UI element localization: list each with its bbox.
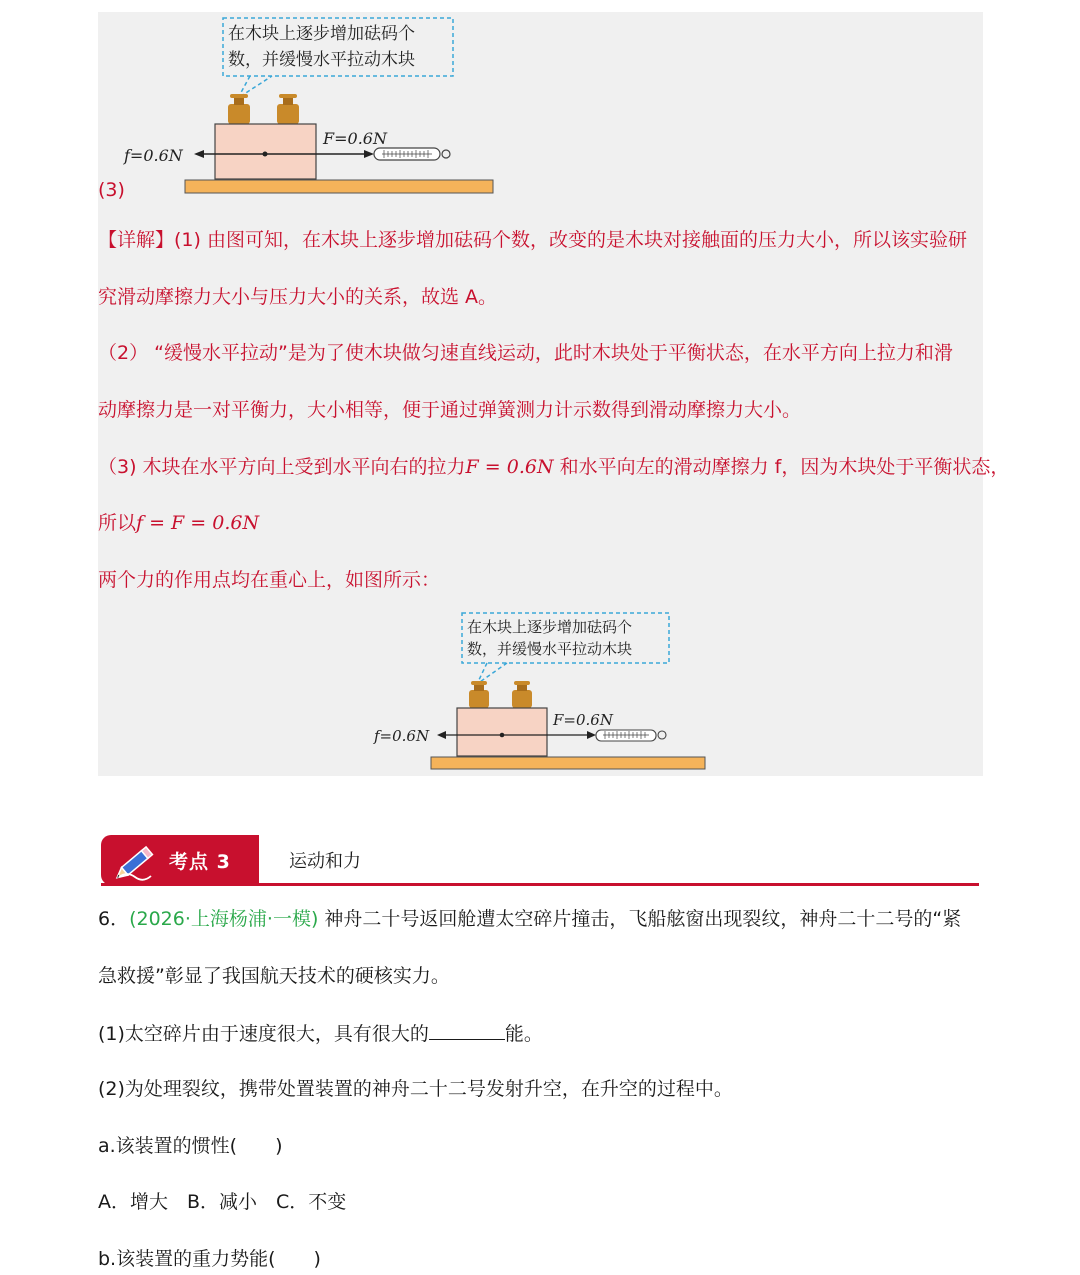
sub-question-b: b.该装置的重力势能( ) <box>98 1248 321 1270</box>
callout-text-1b: 在木块上逐步增加砝码个 <box>467 618 633 636</box>
force-diagram-top <box>110 14 510 199</box>
section-tag <box>101 835 259 885</box>
pencil-icon <box>115 841 159 881</box>
callout-text-2b: 数，并缓慢水平拉动木块 <box>467 640 633 658</box>
friction-label: f=0.6N <box>124 146 183 165</box>
weight-2 <box>277 104 299 124</box>
sub-question-a: a.该装置的惯性( ) <box>98 1135 283 1157</box>
answer-options[interactable]: A．增大 B．减小 C．不变 <box>98 1191 347 1213</box>
spring-scale-b <box>596 730 666 741</box>
p3-line1: （3) 木块在水平方向上受到水平向右的拉力F = 0.6N 和水平向左的滑动摩擦力 f，因为木块处于平衡状态， <box>98 456 1010 478</box>
answer-blank[interactable] <box>429 1021 505 1040</box>
p4: 两个力的作用点均在重心上，如图所示： <box>98 569 441 591</box>
weight-2b <box>512 690 532 708</box>
wood-block-b <box>457 708 547 756</box>
wood-block <box>215 124 316 179</box>
callout-text-2: 数，并缓慢水平拉动木块 <box>228 50 415 70</box>
force-diagram-bottom <box>355 610 715 775</box>
wood-board-b <box>431 757 705 769</box>
question-stem-line2: 急救援”彰显了我国航天技术的硬核实力。 <box>98 965 450 987</box>
callout-text-1: 在木块上逐步增加砝码个 <box>228 24 415 44</box>
equality-formula: f = F = 0.6N <box>136 512 260 534</box>
detail-tag: 【详解】 <box>98 229 175 251</box>
question-stem-line1: 6．(2026·上海杨浦·一模) 神舟二十号返回舱遭太空碎片撞击，飞船舷窗出现裂纹，神舟二十二号的“紧 <box>98 908 962 930</box>
weight-1b <box>469 690 489 708</box>
weight-1 <box>228 104 250 124</box>
section-title: 运动和力 <box>289 851 361 872</box>
section-divider <box>101 883 979 886</box>
detail-line-1 <box>98 228 983 252</box>
sub-question-1: (1)太空碎片由于速度很大，具有很大的 能。 <box>98 1023 543 1045</box>
p1-line1: (1) 由图可知，在木块上逐步增加砝码个数，改变的是木块对接触面的压力大小，所以该实验研 <box>174 229 967 251</box>
question-number: 6． <box>98 908 130 930</box>
p1-line2: 究滑动摩擦力大小与压力大小的关系，故选 A。 <box>98 286 498 308</box>
p2-line1: （2） “缓慢水平拉动”是为了使木块做匀速直线运动，此时木块处于平衡状态，在水平方向上拉力和滑 <box>98 342 953 364</box>
friction-label-b: f=0.6N <box>374 727 430 745</box>
question-source: (2026·上海杨浦·一模) <box>129 908 319 930</box>
spring-scale <box>374 148 450 160</box>
pull-formula: F = 0.6N <box>465 456 554 478</box>
pull-label-b: F=0.6N <box>553 711 613 729</box>
p3-line2: 所以f = F = 0.6N <box>98 512 260 534</box>
section-tag-label: 考点 3 <box>169 851 231 873</box>
part3-marker: (3) <box>98 179 125 201</box>
p2-line2: 动摩擦力是一对平衡力，大小相等，便于通过弹簧测力计示数得到滑动摩擦力大小。 <box>98 399 802 421</box>
pull-label: F=0.6N <box>323 129 387 148</box>
sub-question-2: (2)为处理裂纹，携带处置装置的神舟二十二号发射升空，在升空的过程中。 <box>98 1078 733 1100</box>
